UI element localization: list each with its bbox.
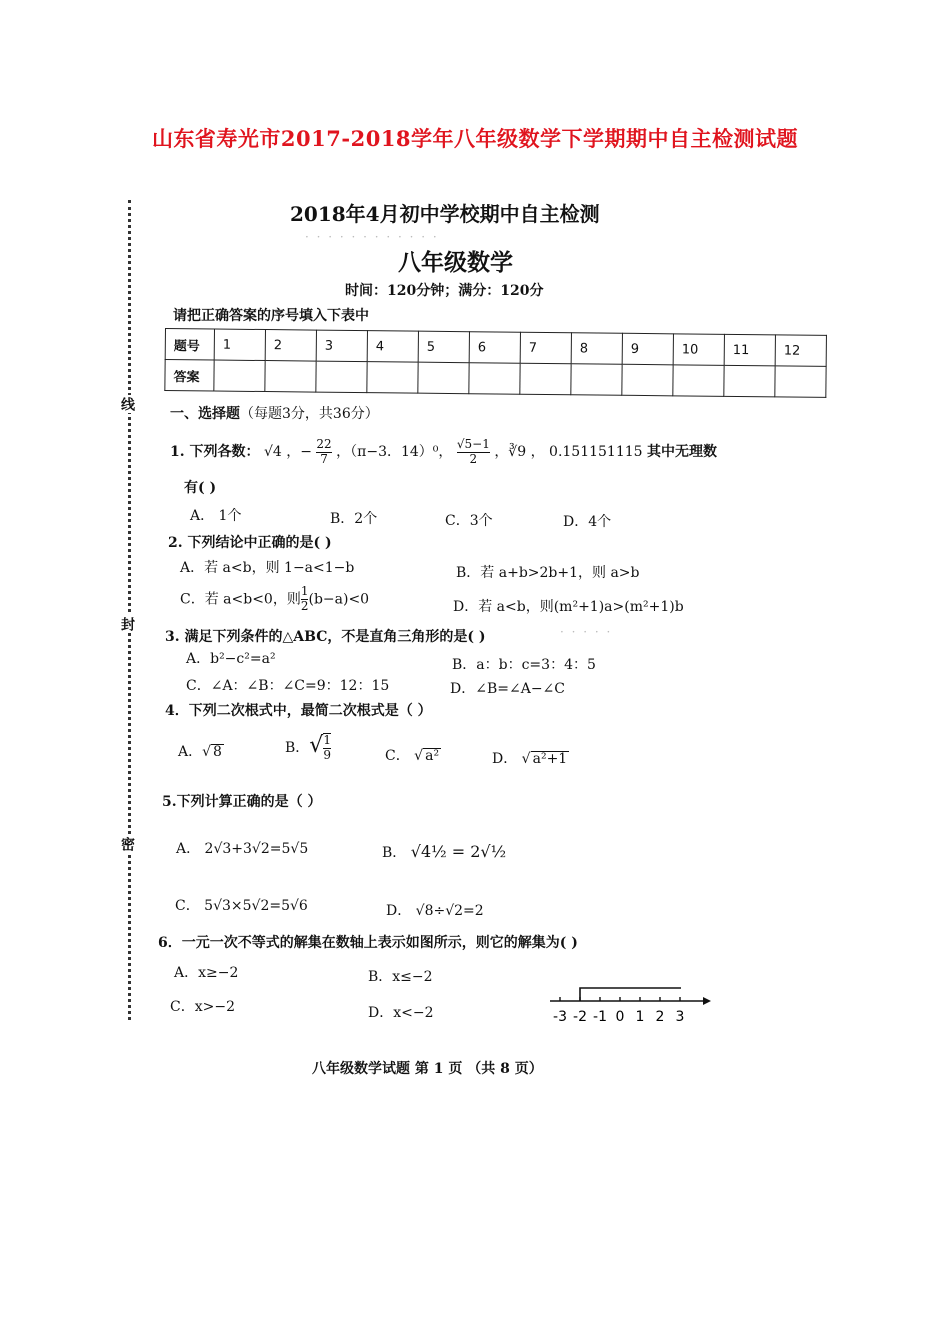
question-number: 8 — [571, 333, 622, 365]
number-line-tick-label: -3 — [553, 1009, 567, 1025]
q2-option-a[interactable]: A．若 a<b，则 1−a<1−b — [180, 560, 355, 576]
answer-instruction: 请把正确答案的序号填入下表中 — [173, 308, 369, 324]
question-number: 6 — [469, 332, 520, 364]
table-header-label: 题号 — [165, 329, 214, 361]
q1-option-b[interactable]: B．2个 — [330, 511, 378, 527]
q4-stem: 4．下列二次根式中，最简二次根式是（ ） — [165, 703, 432, 719]
q1-option-c[interactable]: C．3个 — [445, 513, 493, 529]
q1-option-a[interactable]: A． 1个 — [190, 508, 242, 524]
question-number: 2 — [265, 330, 316, 362]
answer-cell[interactable] — [775, 366, 826, 398]
answer-cell[interactable] — [673, 365, 724, 397]
binding-line — [128, 200, 131, 1020]
q1-option-d[interactable]: D．4个 — [563, 514, 612, 530]
q4-b-fraction — [323, 733, 331, 763]
q2-c-den: 2 — [300, 598, 309, 613]
q4-b-den: 9 — [323, 748, 331, 762]
q4-option-c[interactable]: C． √ a² — [385, 748, 440, 764]
q1-frac-den: 7 — [320, 451, 328, 466]
q3-stem: 3. 满足下列条件的△ABC，不是直角三角形的是( ) — [165, 629, 486, 645]
question-number: 12 — [775, 335, 826, 367]
q4-option-b[interactable]: B．√ $\frac{1}{9}$ — [285, 733, 331, 762]
q3-option-d[interactable]: D．∠B=∠A−∠C — [450, 681, 565, 697]
bleed-through-text: · · · · · — [560, 625, 613, 639]
q4-a-label: A． — [178, 744, 203, 760]
q6-stem: 6．一元一次不等式的解集在数轴上表示如图所示，则它的解集为( ) — [158, 935, 578, 951]
number-line-tick-label: 2 — [655, 1009, 665, 1025]
number-line-tick-label: 1 — [635, 1009, 645, 1025]
section-title: 一、选择题 — [170, 406, 240, 422]
q1-neg: ，− — [286, 444, 312, 460]
q5-b-label: B． — [382, 845, 407, 861]
answer-cell[interactable] — [265, 361, 316, 393]
answer-table — [164, 328, 827, 398]
answer-table-answer-row — [165, 360, 826, 398]
q1-prefix: 1. 下列各数： — [170, 444, 260, 460]
q2-option-b[interactable]: B．若 a+b>2b+1，则 a>b — [456, 565, 640, 581]
binding-label-feng: 封 — [119, 617, 135, 631]
question-number: 10 — [673, 334, 724, 366]
section-heading — [170, 403, 379, 423]
answer-cell[interactable] — [571, 364, 622, 396]
q6-option-b[interactable]: B．x≤−2 — [368, 969, 433, 985]
q2-c-suffix: (b−a)<0 — [308, 591, 370, 608]
answer-cell[interactable] — [367, 362, 418, 394]
q1-fraction-2 — [457, 438, 490, 467]
q1-frac2-den: 2 — [469, 451, 478, 466]
q1-frac2-num: √5−1 — [456, 436, 490, 451]
q2-stem: 2. 下列结论中正确的是( ) — [168, 535, 332, 551]
question-number: 4 — [367, 331, 418, 363]
q5-option-c[interactable]: C． 5√3×5√2=5√6 — [175, 898, 308, 914]
q5-stem: 5.下列计算正确的是（ ） — [162, 794, 322, 810]
number-line-figure — [545, 983, 715, 1033]
q4-d-radicand: a²+1 — [532, 751, 568, 767]
page-footer: 八年级数学试题 第 1 页 （共 8 页） — [312, 1061, 543, 1077]
q4-d-label: D． — [492, 751, 518, 767]
section-note: （每题3分，共36分） — [240, 406, 379, 422]
question-number: 7 — [520, 332, 571, 364]
question-1 — [170, 437, 717, 467]
table-answer-label: 答案 — [165, 360, 214, 392]
answer-cell[interactable] — [316, 361, 367, 393]
number-line-tick-label: 0 — [615, 1009, 625, 1025]
exam-time: 时间：120分钟；满分：120分 — [345, 283, 544, 299]
number-line-tick-label: -1 — [593, 1009, 607, 1025]
q4-a-radicand: 8 — [213, 744, 222, 760]
q2-c-prefix: C．若 a<b<0，则 — [180, 591, 301, 608]
q1-frac-num: 22 — [316, 436, 332, 451]
q3-option-c[interactable]: C．∠A：∠B：∠C=9：12：15 — [186, 678, 390, 694]
q1-cbrt: ，∛9 — [494, 444, 527, 460]
answer-cell[interactable] — [520, 363, 571, 395]
exam-grade: 八年级数学 — [398, 249, 513, 276]
question-number: 1 — [214, 329, 265, 361]
q2-c-num: 1 — [300, 584, 309, 598]
q1-fraction — [316, 438, 331, 467]
q2-option-d[interactable]: D．若 a<b，则(m²+1)a>(m²+1)b — [453, 599, 684, 615]
q3-option-a[interactable]: A．b²−c²=a² — [186, 651, 276, 667]
q1-sqrt4: √4 — [263, 444, 282, 460]
solution-set-bracket — [580, 988, 681, 1001]
q5-option-b[interactable] — [382, 842, 506, 862]
answer-cell[interactable] — [418, 362, 469, 394]
exam-title: 2018年4月初中学校期中自主检测 — [290, 202, 600, 226]
q4-c-radicand: a² — [425, 748, 440, 764]
q1-continuation: 有( ) — [184, 480, 217, 496]
q1-decimal: ， 0.151151115 — [530, 444, 643, 460]
q5-option-a[interactable]: A． 2√3+3√2=5√5 — [176, 841, 309, 857]
question-number: 9 — [622, 333, 673, 365]
q4-b-num: 1 — [323, 733, 331, 748]
question-number: 5 — [418, 331, 469, 363]
q4-c-label: C． — [385, 748, 410, 764]
question-number: 3 — [316, 330, 367, 362]
binding-label-mi: 密 — [119, 837, 135, 851]
q3-option-b[interactable]: B．a：b：c=3：4：5 — [452, 657, 596, 673]
number-line-tick-label: -2 — [573, 1009, 587, 1025]
answer-cell[interactable] — [622, 364, 673, 396]
number-line-arrow — [703, 997, 711, 1005]
q6-option-d[interactable]: D．x<−2 — [368, 1005, 434, 1021]
q1-pi-expr: ，（π−3．14）⁰， — [336, 444, 453, 460]
answer-cell[interactable] — [469, 363, 520, 395]
number-line-tick-label: 3 — [675, 1009, 685, 1025]
bleed-through-text: · · · · · · · · · · · · — [305, 230, 439, 244]
question-number: 11 — [724, 334, 775, 366]
q4-option-a[interactable]: A．√ 8 — [178, 744, 222, 760]
document-title: 山东省寿光市2017-2018学年八年级数学下学期期中自主检测试题 — [151, 126, 799, 151]
q4-option-d[interactable]: D． √ a²+1 — [492, 751, 568, 767]
q5-option-d[interactable]: D． √8÷√2=2 — [386, 903, 484, 919]
q5-b-expr: √4½ = 2√½ — [410, 842, 507, 861]
q2-option-c[interactable] — [180, 585, 369, 614]
q6-option-c[interactable]: C．x>−2 — [170, 999, 235, 1015]
q1-suffix: 其中无理数 — [647, 444, 718, 460]
q6-option-a[interactable]: A．x≥−2 — [174, 965, 239, 981]
q4-b-label: B． — [285, 740, 310, 756]
answer-cell[interactable] — [214, 360, 265, 392]
answer-cell[interactable] — [724, 365, 775, 397]
binding-label-xian: 线 — [119, 397, 135, 411]
